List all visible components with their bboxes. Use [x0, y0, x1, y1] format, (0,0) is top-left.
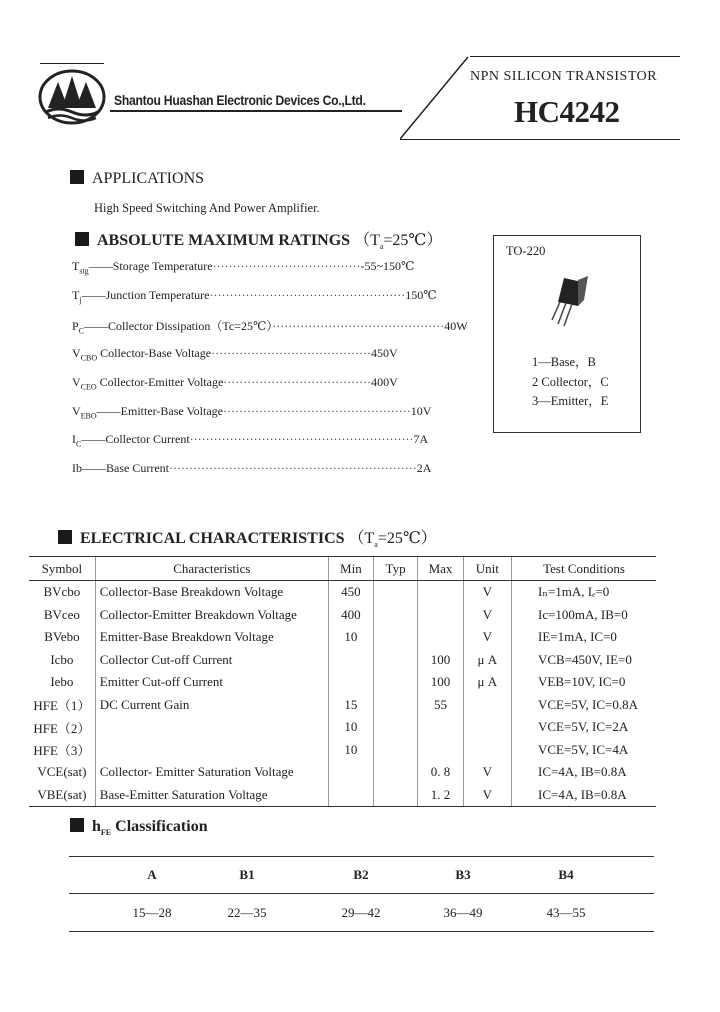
- header-divider-slant: [400, 55, 470, 140]
- cell-symbol: VBE(sat): [29, 784, 95, 807]
- applications-text: High Speed Switching And Power Amplifier.: [94, 201, 320, 215]
- rating-leader-dots: ·····································: [212, 259, 361, 273]
- part-number: HC4242: [514, 94, 620, 129]
- package-box: [493, 235, 641, 433]
- cell-unit: [463, 739, 511, 762]
- cell-max: 55: [418, 694, 463, 717]
- cell-max: [418, 604, 463, 627]
- rating-leader-dots: ······························································: [168, 461, 417, 475]
- bullet-square-icon: [70, 818, 84, 832]
- cell-typ: [373, 716, 418, 739]
- cell-min: 10: [328, 739, 373, 762]
- cell-unit: V: [463, 626, 511, 649]
- rating-row: [72, 461, 431, 477]
- rating-row: [72, 432, 428, 448]
- cell-char: Collector Cut-off Current: [95, 649, 328, 672]
- rating-value: 400V: [371, 375, 398, 389]
- table-row: [29, 581, 656, 604]
- table-row: [29, 761, 656, 784]
- pin-3: 3—Emitter，E: [532, 394, 609, 408]
- rating-row: [72, 259, 414, 275]
- cell-min: 400: [328, 604, 373, 627]
- rating-leader-dots: ···············································: [222, 404, 411, 418]
- cell-max: [418, 581, 463, 604]
- to220-package-icon: [542, 272, 602, 337]
- rating-row: [72, 404, 431, 420]
- cell-cond: VEB=10V, IC=0: [511, 671, 656, 694]
- rating-value: 7A: [413, 432, 429, 446]
- cell-char: Emitter Cut-off Current: [95, 671, 328, 694]
- cell-unit: V: [463, 761, 511, 784]
- rating-symbol: T: [72, 288, 80, 302]
- cell-min: 15: [328, 694, 373, 717]
- rating-leader-dots: ········································: [211, 346, 371, 360]
- cell-max: [418, 739, 463, 762]
- rating-row: [72, 346, 398, 362]
- rating-symbol: I: [72, 432, 76, 446]
- rating-symbol: T: [72, 259, 80, 273]
- hfe-range: 29—42: [341, 905, 381, 920]
- cell-min: [328, 761, 373, 784]
- cell-symbol: BVcbo: [43, 584, 81, 600]
- table-row: [29, 716, 656, 739]
- rating-symbol: Ib: [72, 461, 82, 475]
- cell-cond: VCE=5V, IC=2A: [511, 716, 656, 739]
- cell-min: 450: [328, 581, 373, 604]
- cell-typ: [373, 626, 418, 649]
- table-row: [29, 626, 656, 649]
- cell-unit: V: [463, 784, 511, 807]
- rating-symbol: V: [72, 404, 81, 418]
- rating-label: ——Base Current: [82, 461, 169, 475]
- rating-leader-dots: ···········································: [272, 319, 445, 333]
- cell-min: [328, 649, 373, 672]
- cell-unit: V: [463, 604, 511, 627]
- cell-max: 100: [418, 649, 463, 672]
- cell-max: 100: [418, 671, 463, 694]
- cell-cond: VCE=5V, IC=0.8A: [511, 694, 656, 717]
- cell-cond: IC=4A, IB=0.8A: [511, 784, 656, 807]
- cell-typ: [373, 671, 418, 694]
- rating-row: [72, 288, 437, 304]
- cell-typ: [373, 604, 418, 627]
- cell-symbol: BVceo: [43, 606, 80, 622]
- cell-char: Collector- Emitter Saturation Voltage: [95, 761, 328, 784]
- cell-max: [418, 716, 463, 739]
- rating-label: ——Emitter-Base Voltage: [96, 404, 223, 418]
- rating-label: Collector-Emitter Voltage: [96, 375, 224, 389]
- electrical-heading: ELECTRICAL CHARACTERISTICS $(T_a=25℃)$: [58, 525, 437, 549]
- rating-label: ——Junction Temperature: [81, 288, 210, 302]
- cell-typ: [373, 784, 418, 807]
- table-row: [29, 649, 656, 672]
- cell-char: Collector-Base Breakdown Voltage: [95, 581, 328, 604]
- hfe-heading: $h_{FE}$ Classification: [70, 818, 208, 837]
- hfe-grade: B1: [239, 867, 255, 882]
- cell-min: [328, 671, 373, 694]
- company-name: Shantou Huashan Electronic Devices Co.,Ltd.: [114, 93, 366, 108]
- cell-unit: μ A: [463, 649, 511, 672]
- rating-value: 150℃: [405, 288, 437, 302]
- cell-min: 10: [328, 626, 373, 649]
- bullet-square-icon: [70, 170, 84, 184]
- bullet-square-icon: [75, 232, 89, 246]
- rating-value: 450V: [370, 346, 398, 360]
- cell-symbol: HFE（2）: [33, 720, 91, 736]
- rating-symbol-sub: C: [78, 326, 85, 336]
- package-name: TO-220: [506, 244, 546, 258]
- cell-typ: [373, 649, 418, 672]
- cell-unit: [463, 694, 511, 717]
- column-header: Min: [328, 557, 373, 581]
- rating-symbol-sub: EBO: [80, 411, 97, 421]
- rating-symbol-sub: CEO: [80, 382, 97, 392]
- hfe-range: 36—49: [443, 905, 483, 920]
- rating-row: [72, 375, 398, 391]
- hfe-grade: B3: [455, 867, 471, 882]
- cell-max: 1. 2: [418, 784, 463, 807]
- cell-char: [95, 716, 328, 739]
- rating-value: -55~150℃: [360, 259, 415, 273]
- cell-char: Collector-Emitter Breakdown Voltage: [95, 604, 328, 627]
- cell-char: Emitter-Base Breakdown Voltage: [95, 626, 328, 649]
- table-row: [29, 694, 656, 717]
- hfe-range: 43—55: [546, 905, 586, 920]
- hfe-range: 15—28: [132, 905, 172, 920]
- rating-symbol-sub: j: [79, 295, 82, 305]
- electrical-table: [29, 556, 656, 807]
- rating-symbol-sub: CBO: [80, 353, 98, 363]
- cell-typ: [373, 761, 418, 784]
- cell-typ: [373, 581, 418, 604]
- table-row: [29, 604, 656, 627]
- cell-unit: V: [463, 581, 511, 604]
- cell-char: [95, 739, 328, 762]
- column-header: Unit: [463, 557, 511, 581]
- pin-1: 1—Base，B: [532, 355, 596, 369]
- cell-cond: IE=1mA, IC=0: [511, 626, 656, 649]
- cell-typ: [373, 694, 418, 717]
- cell-cond: VCE=5V, IC=4A: [511, 739, 656, 762]
- rating-row: [72, 317, 468, 335]
- cell-symbol: BVebo: [44, 629, 80, 645]
- rating-leader-dots: ·················································: [209, 288, 406, 302]
- cell-min: 10: [328, 716, 373, 739]
- cell-symbol: HFE（3）: [33, 743, 91, 759]
- rating-value: 40W: [444, 319, 468, 333]
- cell-char: Base-Emitter Saturation Voltage: [95, 784, 328, 807]
- rating-symbol-sub: stg: [79, 266, 89, 276]
- cell-max: [418, 626, 463, 649]
- cell-unit: [463, 716, 511, 739]
- rating-value: 10V: [410, 404, 432, 418]
- cell-unit: μ A: [463, 671, 511, 694]
- cell-char: DC Current Gain: [95, 694, 328, 717]
- cell-cond: VCB=450V, IE=0: [511, 649, 656, 672]
- rating-leader-dots: ························································: [189, 432, 414, 446]
- rating-leader-dots: ·····································: [223, 375, 372, 389]
- table-row: [29, 784, 656, 807]
- column-header: Test Conditions: [511, 557, 656, 581]
- cell-symbol: Iebo: [50, 674, 74, 690]
- rating-symbol: V: [72, 375, 81, 389]
- rating-label: ——Collector Dissipation（Tc=25℃）: [84, 319, 273, 333]
- cell-cond: Iₙ=1mA, Iₑ=0: [511, 581, 656, 604]
- bullet-square-icon: [58, 530, 72, 544]
- rating-label: ——Storage Temperature: [88, 259, 213, 273]
- rating-symbol: P: [72, 319, 79, 333]
- company-logo: [38, 68, 106, 126]
- cell-cond: Ic=100mA, IB=0: [511, 604, 656, 627]
- rating-value: 2A: [416, 461, 432, 475]
- rating-symbol-sub: C: [76, 439, 82, 449]
- rating-symbol: V: [72, 346, 81, 360]
- column-header: Max: [418, 557, 463, 581]
- hfe-grade: B4: [558, 867, 574, 882]
- column-header: Characteristics: [95, 557, 328, 581]
- hfe-range: 22—35: [227, 905, 267, 920]
- cell-symbol: HFE（1）: [33, 698, 91, 714]
- applications-heading: APPLICATIONS: [70, 170, 204, 188]
- column-header: Symbol: [29, 557, 95, 581]
- cell-typ: [373, 739, 418, 762]
- column-header: Typ: [373, 557, 418, 581]
- hfe-grade: B2: [353, 867, 369, 882]
- hfe-grade: A: [147, 867, 157, 882]
- rating-label: Collector-Base Voltage: [97, 346, 212, 360]
- cell-max: 0. 8: [418, 761, 463, 784]
- abs-max-heading: ABSOLUTE MAXIMUM RATINGS $(T_a=25℃)$: [75, 227, 442, 251]
- table-row: [29, 671, 656, 694]
- cell-cond: IC=4A, IB=0.8A: [511, 761, 656, 784]
- cell-symbol: VCE(sat): [37, 764, 87, 780]
- table-row: [29, 739, 656, 762]
- pin-2: 2 Collector，C: [532, 375, 609, 389]
- product-type: NPN SILICON TRANSISTOR: [470, 69, 658, 84]
- cell-min: [328, 784, 373, 807]
- rating-label: ——Collector Current: [81, 432, 190, 446]
- cell-symbol: Icbo: [50, 651, 74, 667]
